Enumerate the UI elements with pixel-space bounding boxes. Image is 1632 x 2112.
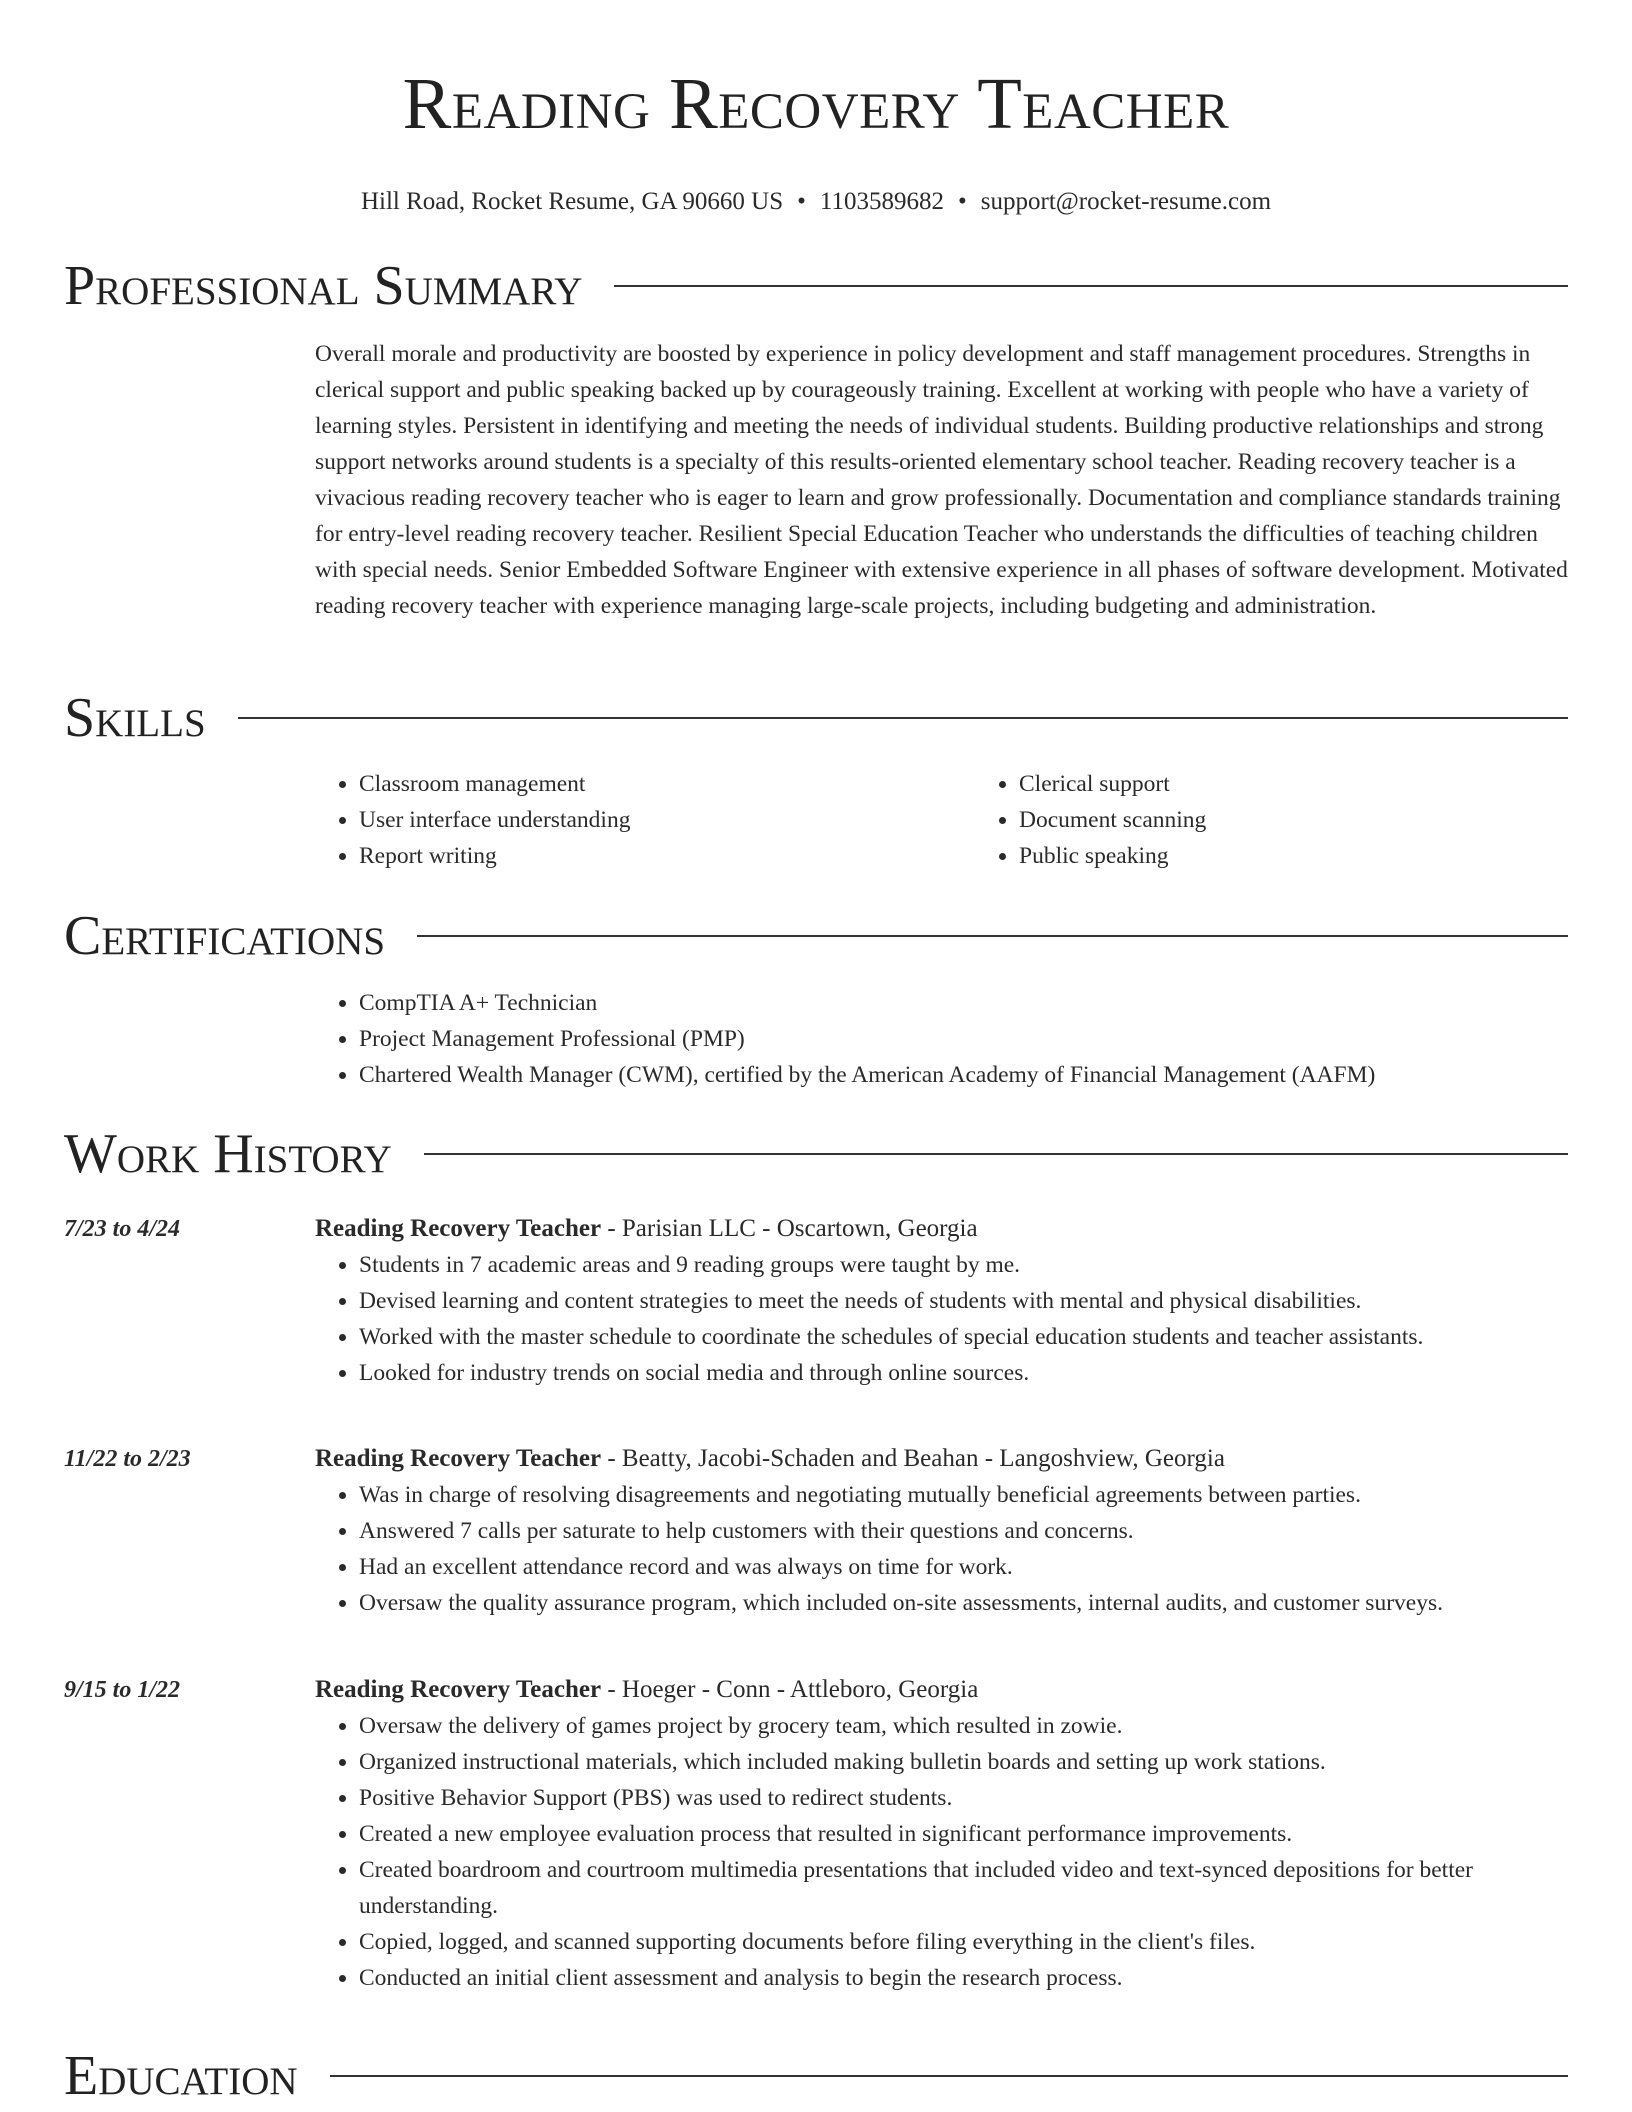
job-bullet: • Copied, logged, and scanned supporting documents before filing everything in the client's files. bbox=[359, 1924, 1568, 1960]
contact-phone: 1103589682 bbox=[819, 188, 944, 215]
job-bullet: • Students in 7 academic areas and 9 reading groups were taught by me. bbox=[359, 1247, 1568, 1283]
job-entry bbox=[315, 1211, 1568, 1391]
summary-section-header bbox=[64, 256, 1568, 316]
section-divider bbox=[330, 2075, 1568, 2077]
job-bullet: • Answered 7 calls per saturate to help customers with their questions and concerns. bbox=[359, 1513, 1568, 1549]
job-dates: 9/15 to 1/22 bbox=[64, 1677, 181, 1703]
skill-item: • Report writing bbox=[359, 838, 975, 874]
job-bullet: • Had an excellent attendance record and was always on time for work. bbox=[359, 1549, 1568, 1585]
section-divider bbox=[417, 935, 1568, 937]
skill-item: • Clerical support bbox=[1019, 766, 1632, 802]
job-bullet: • Created boardroom and courtroom multimedia presentations that included video and text-synced depositions for better understanding. bbox=[359, 1852, 1568, 1924]
summary-heading: Professional Summary bbox=[64, 255, 583, 317]
job-bullets bbox=[315, 1708, 1568, 1996]
job-bullets bbox=[315, 1247, 1568, 1391]
job-bullet: • Created a new employee evaluation process that resulted in significant performance improvements. bbox=[359, 1816, 1568, 1852]
skill-item: • User interface understanding bbox=[359, 802, 975, 838]
job-title-line bbox=[315, 1672, 1568, 1708]
work-section-header bbox=[64, 1124, 1568, 1184]
job-bullet: • Oversaw the quality assurance program, which included on-site assessments, internal audits, and customer surveys. bbox=[359, 1585, 1568, 1621]
certifications-body bbox=[315, 985, 1568, 1093]
education-heading: Education bbox=[64, 2045, 298, 2107]
skills-heading: Skills bbox=[64, 687, 206, 749]
section-divider bbox=[614, 285, 1568, 287]
job-bullet: • Organized instructional materials, which included making bulletin boards and setting up work stations. bbox=[359, 1744, 1568, 1780]
skills-list-left bbox=[315, 766, 975, 874]
contact-line bbox=[0, 188, 1632, 216]
job-bullet: • Was in charge of resolving disagreements and negotiating mutually beneficial agreements between parties. bbox=[359, 1477, 1568, 1513]
skills-body bbox=[315, 766, 1568, 874]
contact-address: Hill Road, Rocket Resume, GA 90660 US bbox=[360, 188, 784, 215]
section-divider bbox=[424, 1153, 1568, 1155]
job-dates: 7/23 to 4/24 bbox=[64, 1216, 181, 1242]
skill-item: • Public speaking bbox=[1019, 838, 1632, 874]
job-bullet: • Looked for industry trends on social media and through online sources. bbox=[359, 1355, 1568, 1391]
skills-section-header bbox=[64, 688, 1568, 748]
certification-item: • Project Management Professional (PMP) bbox=[359, 1021, 1568, 1057]
contact-email[interactable]: support@rocket-resume.com bbox=[980, 188, 1272, 215]
job-entry bbox=[315, 1441, 1568, 1621]
job-bullet: • Conducted an initial client assessment and analysis to begin the research process. bbox=[359, 1960, 1568, 1996]
job-employer: - Beatty, Jacobi-Schaden and Beahan - Langoshview, Georgia bbox=[601, 1445, 1225, 1472]
contact-separator: • bbox=[958, 188, 967, 215]
job-bullet: • Devised learning and content strategies to meet the needs of students with mental and physical disabilities. bbox=[359, 1283, 1568, 1319]
certifications-heading: Certifications bbox=[64, 905, 386, 967]
skills-list-right bbox=[975, 766, 1632, 874]
certification-item: • CompTIA A+ Technician bbox=[359, 985, 1568, 1021]
job-employer: - Hoeger - Conn - Attleboro, Georgia bbox=[601, 1676, 979, 1703]
job-entry bbox=[315, 1672, 1568, 1996]
section-divider bbox=[238, 717, 1568, 719]
skill-item: • Classroom management bbox=[359, 766, 975, 802]
resume-name: Reading Recovery Teacher bbox=[402, 63, 1230, 144]
certifications-section-header bbox=[64, 906, 1568, 966]
job-bullet: • Oversaw the delivery of games project by grocery team, which resulted in zowie. bbox=[359, 1708, 1568, 1744]
job-title: Reading Recovery Teacher bbox=[315, 1445, 602, 1472]
job-bullets bbox=[315, 1477, 1568, 1621]
education-section-header bbox=[64, 2046, 1568, 2106]
contact-separator: • bbox=[797, 188, 806, 215]
certifications-list bbox=[315, 985, 1568, 1093]
summary-text: Overall morale and productivity are boosted by experience in policy development and staff management procedures. Strengths in clerical support and public speaking backed up by courageously training. Excellent at working with people who have a variety of learning styles. Persistent in identifying and meeting the needs of individual students. Building productive relationships and strong support networks around students is a specialty of this results-oriented elementary school teacher. Reading recovery teacher is a vivacious reading recovery teacher who is eager to learn and grow professionally. Documentation and compliance standards training for entry-level reading recovery teacher. Resilient Special Education Teacher who understands the difficulties of teaching children with special needs. Senior Embedded Software Engineer with extensive experience in all phases of software development. Motivated reading recovery teacher with experience managing large-scale projects, including budgeting and administration. bbox=[315, 341, 1568, 619]
summary-body bbox=[315, 336, 1568, 624]
job-dates: 11/22 to 2/23 bbox=[64, 1446, 191, 1472]
work-heading: Work History bbox=[64, 1123, 392, 1185]
job-title: Reading Recovery Teacher bbox=[315, 1215, 602, 1242]
job-title-line bbox=[315, 1441, 1568, 1477]
job-bullet: • Worked with the master schedule to coordinate the schedules of special education students and teacher assistants. bbox=[359, 1319, 1568, 1355]
skill-item: • Document scanning bbox=[1019, 802, 1632, 838]
job-title: Reading Recovery Teacher bbox=[315, 1676, 602, 1703]
job-bullet: • Positive Behavior Support (PBS) was used to redirect students. bbox=[359, 1780, 1568, 1816]
certification-item: • Chartered Wealth Manager (CWM), certified by the American Academy of Financial Management (AAFM) bbox=[359, 1057, 1568, 1093]
job-title-line bbox=[315, 1211, 1568, 1247]
job-employer: - Parisian LLC - Oscartown, Georgia bbox=[601, 1215, 978, 1242]
